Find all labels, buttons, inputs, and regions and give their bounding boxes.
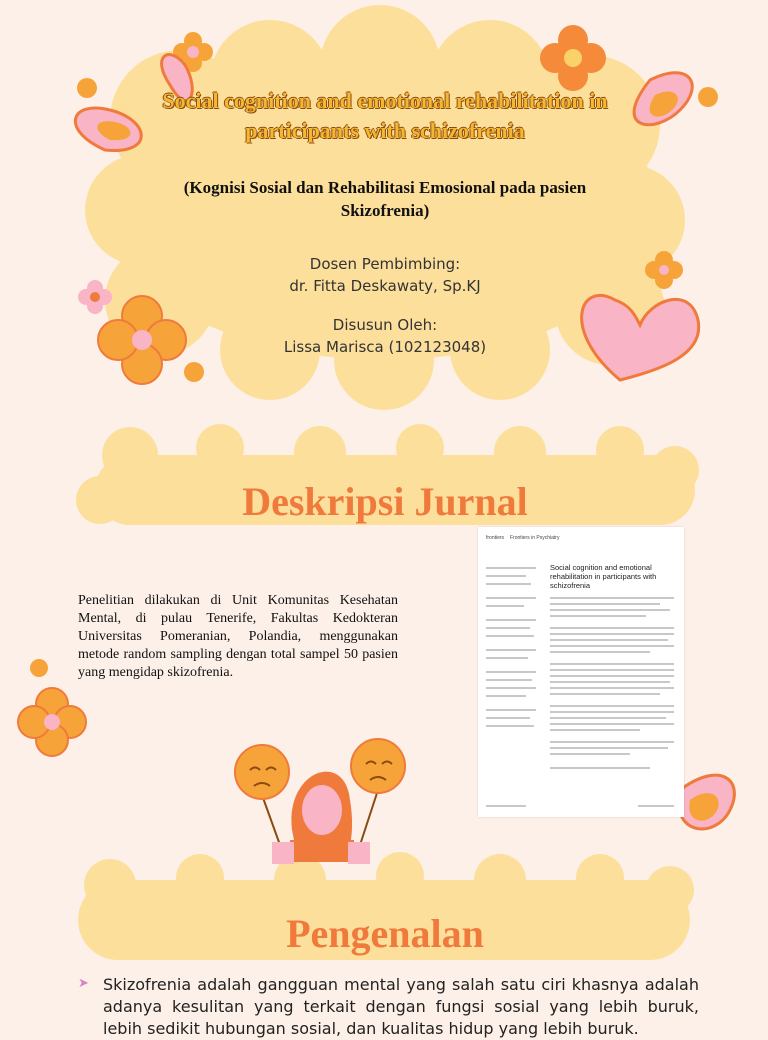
supervisor-label: Dosen Pembimbing: [309, 255, 461, 273]
paper-title: Social cognition and emotional rehabilitation in participants with schizofrenia [550, 563, 657, 590]
description-heading: Deskripsi Jurnal [242, 479, 528, 524]
cover-subtitle: (Kognisi Sosial dan Rehabilitasi Emosional pada pasien Skizofrenia) [183, 178, 587, 220]
bullet-arrow-icon: ➤ [78, 976, 89, 991]
girl-illustration-icon [235, 739, 405, 864]
description-text: Penelitian dilakukan di Unit Komunitas Kesehatan Mental, di pulau Tenerife, Fakultas Kedokteran Universitas Pomeranian, Polandia, menggunakan metode random sampling dengan total sampel 50 pasien yang mengidap skizofrenia. [78, 593, 398, 680]
author-label: Disusun Oleh: [332, 316, 438, 334]
introduction-heading: Pengenalan [286, 911, 484, 956]
author-name: Lissa Marisca (102123048) [283, 338, 487, 356]
supervisor-name: dr. Fitta Deskawaty, Sp.KJ [289, 277, 481, 295]
paper-journal: Frontiers in Psychiatry [510, 535, 560, 541]
flower-icon [18, 688, 86, 756]
paper-brand: frontiers [486, 535, 505, 541]
introduction-bullet: Skizofrenia adalah gangguan mental yang salah satu ciri khasnya adalah adanya kesulitan yang terkait dengan fungsi sosial yang lebih buruk, lebih sedikit hubungan sosial, dan kualitas hidup yang lebih buruk. [103, 975, 699, 1038]
journal-paper-thumbnail [478, 527, 684, 817]
cover-title: Social cognition and emotional rehabilitation in participants with schizofrenia [162, 88, 608, 143]
